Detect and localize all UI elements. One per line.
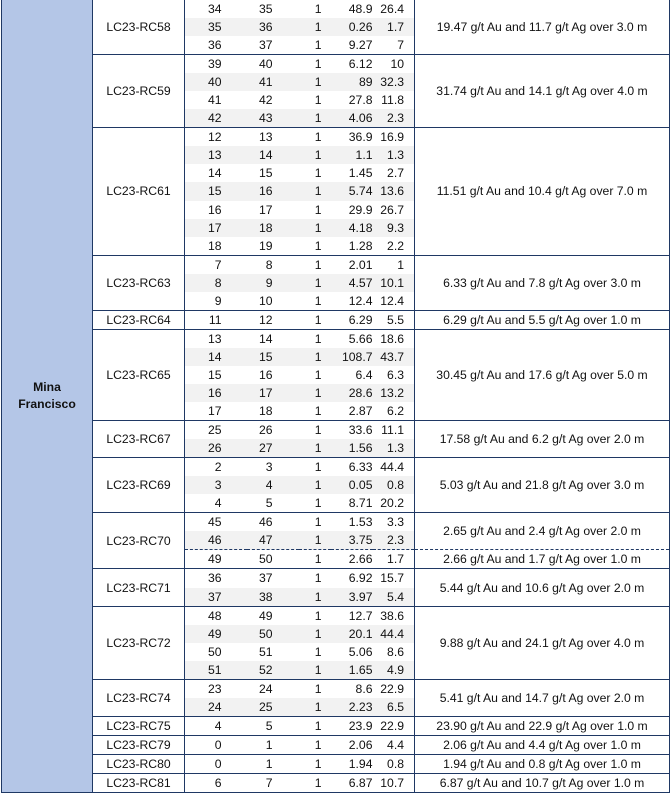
to-cell: 42 bbox=[258, 93, 273, 108]
to-cell: 24 bbox=[247, 679, 299, 698]
interval-cell: 1 bbox=[299, 348, 331, 366]
ag-cell: 0.8 bbox=[373, 754, 415, 773]
ag-cell: 9.3 bbox=[373, 219, 415, 237]
ag-cell: 18.6 bbox=[373, 329, 415, 348]
composite-result: 17.58 g/t Au and 6.2 g/t Ag over 2.0 m bbox=[415, 421, 670, 458]
au-cell: 6.87 bbox=[331, 773, 373, 792]
to-cell: 37 bbox=[258, 38, 273, 53]
interval-cell: 1 bbox=[299, 679, 331, 698]
from-cell: 0 bbox=[185, 735, 247, 754]
interval-cell: 1 bbox=[299, 569, 331, 588]
to-cell: 16 bbox=[247, 182, 299, 200]
composite-result: 2.65 g/t Au and 2.4 g/t Ag over 2.0 m bbox=[415, 513, 670, 550]
from-cell: 49 bbox=[185, 550, 247, 569]
interval-cell: 1 bbox=[314, 166, 322, 181]
interval-cell: 1 bbox=[299, 698, 331, 717]
from-cell: 8 bbox=[185, 274, 247, 292]
to-cell: 26 bbox=[247, 421, 299, 440]
hole-id: LC23-RC69 bbox=[93, 458, 185, 513]
ag-cell: 26.4 bbox=[380, 2, 404, 17]
ag-cell: 1.3 bbox=[373, 439, 415, 458]
from-cell: 50 bbox=[207, 644, 222, 659]
composite-result: 31.74 g/t Au and 14.1 g/t Ag over 4.0 m bbox=[415, 55, 670, 128]
from-cell: 6 bbox=[185, 773, 247, 792]
assay-table-body bbox=[2, 0, 670, 793]
to-cell: 10 bbox=[258, 293, 273, 308]
to-cell: 7 bbox=[247, 773, 299, 792]
au-cell: 1.56 bbox=[331, 439, 373, 458]
ag-cell: 2.3 bbox=[373, 531, 415, 550]
ag-cell: 43.7 bbox=[373, 348, 415, 366]
ag-cell: 1.7 bbox=[373, 18, 415, 36]
hole-id: LC23-RC58 bbox=[93, 0, 185, 55]
ag-cell: 13.2 bbox=[373, 384, 415, 402]
from-cell: 25 bbox=[185, 421, 247, 440]
from-cell: 16 bbox=[207, 202, 222, 217]
to-cell: 52 bbox=[247, 661, 299, 680]
composite-result: 30.45 g/t Au and 17.6 g/t Ag over 5.0 m bbox=[415, 329, 670, 420]
table-row bbox=[2, 329, 670, 348]
to-cell: 37 bbox=[247, 569, 299, 588]
from-cell: 4 bbox=[214, 496, 222, 511]
au-cell: 4.06 bbox=[331, 109, 373, 128]
au-cell: 33.6 bbox=[331, 421, 373, 440]
au-cell: 5.06 bbox=[348, 644, 373, 659]
ag-cell: 11.8 bbox=[381, 93, 404, 108]
from-cell: 48 bbox=[185, 606, 247, 625]
ag-cell: 22.9 bbox=[373, 679, 415, 698]
to-cell: 14 bbox=[247, 329, 299, 348]
ag-cell: 1.7 bbox=[373, 550, 415, 569]
interval-cell: 1 bbox=[299, 219, 331, 237]
from-cell: 0 bbox=[185, 754, 247, 773]
composite-result: 11.51 g/t Au and 10.4 g/t Ag over 7.0 m bbox=[415, 128, 670, 255]
table-row bbox=[2, 421, 670, 440]
ag-cell: 11.1 bbox=[373, 421, 415, 440]
ag-cell: 44.4 bbox=[373, 458, 415, 477]
to-cell: 38 bbox=[247, 588, 299, 607]
hole-id: LC23-RC59 bbox=[93, 55, 185, 128]
au-cell: 6.4 bbox=[355, 367, 373, 382]
to-cell: 5 bbox=[247, 716, 299, 735]
au-cell: 8.71 bbox=[348, 496, 373, 511]
hole-id: LC23-RC67 bbox=[93, 421, 185, 458]
interval-cell: 1 bbox=[299, 274, 331, 292]
composite-result: 19.47 g/t Au and 11.7 g/t Ag over 3.0 m bbox=[415, 0, 670, 55]
area-label bbox=[2, 0, 93, 793]
composite-result: 2.06 g/t Au and 4.4 g/t Ag over 1.0 m bbox=[415, 735, 670, 754]
hole-id: LC23-RC64 bbox=[93, 310, 185, 329]
table-row bbox=[2, 735, 670, 754]
hole-id: LC23-RC79 bbox=[93, 735, 185, 754]
au-cell: 5.66 bbox=[331, 329, 373, 348]
interval-cell: 1 bbox=[299, 531, 331, 550]
assay-results-table bbox=[1, 0, 670, 793]
hole-id: LC23-RC71 bbox=[93, 569, 185, 606]
au-cell: 2.66 bbox=[331, 550, 373, 569]
from-cell: 15 bbox=[207, 367, 222, 382]
au-cell: 48.9 bbox=[348, 2, 373, 17]
from-cell: 4 bbox=[185, 716, 247, 735]
interval-cell: 1 bbox=[299, 588, 331, 607]
from-cell: 49 bbox=[185, 625, 247, 643]
interval-cell: 1 bbox=[299, 606, 331, 625]
table-row bbox=[2, 55, 670, 74]
composite-result: 6.29 g/t Au and 5.5 g/t Ag over 1.0 m bbox=[415, 310, 670, 329]
from-cell: 18 bbox=[207, 238, 222, 253]
au-cell: 6.29 bbox=[331, 310, 373, 329]
ag-cell: 6.5 bbox=[373, 698, 415, 717]
ag-cell: 12.4 bbox=[380, 293, 404, 308]
ag-cell: 44.4 bbox=[373, 625, 415, 643]
ag-cell: 10.7 bbox=[373, 773, 415, 792]
table-row bbox=[2, 569, 670, 588]
from-cell: 13 bbox=[185, 146, 247, 164]
from-cell: 14 bbox=[185, 348, 247, 366]
to-cell: 3 bbox=[247, 458, 299, 477]
from-cell: 36 bbox=[207, 38, 222, 53]
from-cell: 36 bbox=[185, 569, 247, 588]
from-cell: 24 bbox=[185, 698, 247, 717]
interval-cell: 1 bbox=[299, 625, 331, 643]
au-cell: 4.18 bbox=[331, 219, 373, 237]
au-cell: 12.7 bbox=[331, 606, 373, 625]
ag-cell: 7 bbox=[397, 38, 404, 53]
interval-cell: 1 bbox=[299, 310, 331, 329]
table-row bbox=[2, 513, 670, 532]
au-cell: 2.01 bbox=[331, 255, 373, 274]
to-cell: 1 bbox=[247, 735, 299, 754]
ag-cell: 6.2 bbox=[387, 404, 404, 419]
interval-cell: 1 bbox=[299, 109, 331, 128]
to-cell: 9 bbox=[247, 274, 299, 292]
to-cell: 14 bbox=[247, 146, 299, 164]
table-row bbox=[2, 255, 670, 274]
from-cell: 15 bbox=[185, 182, 247, 200]
au-cell: 27.8 bbox=[348, 93, 373, 108]
au-cell: 36.9 bbox=[331, 128, 373, 147]
ag-cell: 2.3 bbox=[373, 109, 415, 128]
table-row bbox=[2, 679, 670, 698]
from-cell: 39 bbox=[185, 55, 247, 74]
from-cell: 2 bbox=[185, 458, 247, 477]
interval-cell: 1 bbox=[314, 2, 322, 17]
hole-id: LC23-RC63 bbox=[93, 255, 185, 310]
composite-result: 6.33 g/t Au and 7.8 g/t Ag over 3.0 m bbox=[415, 255, 670, 310]
from-cell: 34 bbox=[207, 2, 222, 17]
table-row bbox=[2, 128, 670, 147]
interval-cell: 1 bbox=[314, 38, 322, 53]
composite-result: 2.66 g/t Au and 1.7 g/t Ag over 1.0 m bbox=[415, 550, 670, 569]
interval-cell: 1 bbox=[299, 458, 331, 477]
from-cell: 37 bbox=[185, 588, 247, 607]
au-cell: 23.9 bbox=[331, 716, 373, 735]
from-cell: 16 bbox=[185, 384, 247, 402]
au-cell: 12.4 bbox=[348, 293, 373, 308]
from-cell: 17 bbox=[185, 219, 247, 237]
to-cell: 43 bbox=[247, 109, 299, 128]
au-cell: 108.7 bbox=[331, 348, 373, 366]
to-cell: 13 bbox=[247, 128, 299, 147]
ag-cell: 22.9 bbox=[373, 716, 415, 735]
interval-cell: 1 bbox=[314, 367, 322, 382]
from-cell: 13 bbox=[185, 329, 247, 348]
ag-cell: 38.6 bbox=[373, 606, 415, 625]
ag-cell: 1 bbox=[373, 255, 415, 274]
ag-cell: 10.1 bbox=[373, 274, 415, 292]
from-cell: 46 bbox=[185, 531, 247, 550]
au-cell: 4.57 bbox=[331, 274, 373, 292]
to-cell: 41 bbox=[247, 73, 299, 91]
ag-cell: 15.7 bbox=[373, 569, 415, 588]
interval-cell: 1 bbox=[299, 55, 331, 74]
au-cell: 6.12 bbox=[331, 55, 373, 74]
ag-cell: 5.4 bbox=[373, 588, 415, 607]
from-cell: 23 bbox=[185, 679, 247, 698]
table-row bbox=[2, 773, 670, 792]
interval-cell: 1 bbox=[299, 182, 331, 200]
interval-cell: 1 bbox=[299, 18, 331, 36]
from-cell: 35 bbox=[185, 18, 247, 36]
to-cell: 1 bbox=[247, 754, 299, 773]
interval-cell: 1 bbox=[299, 735, 331, 754]
interval-cell: 1 bbox=[299, 128, 331, 147]
to-cell: 18 bbox=[247, 219, 299, 237]
interval-cell: 1 bbox=[299, 146, 331, 164]
from-cell: 9 bbox=[214, 293, 222, 308]
to-cell: 46 bbox=[247, 513, 299, 532]
from-cell: 40 bbox=[185, 73, 247, 91]
to-cell: 4 bbox=[247, 476, 299, 494]
au-cell: 3.97 bbox=[331, 588, 373, 607]
au-cell: 20.1 bbox=[331, 625, 373, 643]
ag-cell: 4.9 bbox=[373, 661, 415, 680]
interval-cell: 1 bbox=[299, 513, 331, 532]
hole-id: LC23-RC75 bbox=[93, 716, 185, 735]
au-cell: 1.1 bbox=[331, 146, 373, 164]
to-cell: 50 bbox=[247, 625, 299, 643]
interval-cell: 1 bbox=[299, 255, 331, 274]
to-cell: 8 bbox=[247, 255, 299, 274]
to-cell: 47 bbox=[247, 531, 299, 550]
interval-cell: 1 bbox=[314, 202, 322, 217]
hole-id: LC23-RC74 bbox=[93, 679, 185, 716]
from-cell: 26 bbox=[185, 439, 247, 458]
ag-cell: 10 bbox=[373, 55, 415, 74]
ag-cell: 13.6 bbox=[373, 182, 415, 200]
to-cell: 40 bbox=[247, 55, 299, 74]
ag-cell: 1.3 bbox=[373, 146, 415, 164]
au-cell: 2.87 bbox=[348, 404, 373, 419]
ag-cell: 16.9 bbox=[373, 128, 415, 147]
interval-cell: 1 bbox=[314, 293, 322, 308]
interval-cell: 1 bbox=[314, 93, 322, 108]
interval-cell: 1 bbox=[314, 238, 322, 253]
table-row bbox=[2, 606, 670, 625]
table-row bbox=[2, 716, 670, 735]
table-row bbox=[2, 754, 670, 773]
ag-cell: 8.6 bbox=[387, 644, 404, 659]
au-cell: 1.28 bbox=[348, 238, 373, 253]
au-cell: 6.33 bbox=[331, 458, 373, 477]
from-cell: 7 bbox=[185, 255, 247, 274]
ag-cell: 2.2 bbox=[387, 238, 404, 253]
to-cell: 27 bbox=[247, 439, 299, 458]
composite-result: 5.44 g/t Au and 10.6 g/t Ag over 2.0 m bbox=[415, 569, 670, 606]
interval-cell: 1 bbox=[314, 496, 322, 511]
to-cell: 12 bbox=[247, 310, 299, 329]
area-label-line2: Francisco bbox=[18, 397, 76, 411]
interval-cell: 1 bbox=[299, 773, 331, 792]
to-cell: 15 bbox=[247, 348, 299, 366]
table-row bbox=[2, 0, 670, 18]
from-cell: 3 bbox=[185, 476, 247, 494]
interval-cell: 1 bbox=[299, 384, 331, 402]
table-row bbox=[2, 310, 670, 329]
to-cell: 36 bbox=[247, 18, 299, 36]
au-cell: 5.74 bbox=[331, 182, 373, 200]
au-cell: 0.26 bbox=[331, 18, 373, 36]
ag-cell: 2.7 bbox=[387, 166, 404, 181]
au-cell: 2.23 bbox=[331, 698, 373, 717]
to-cell: 15 bbox=[258, 166, 273, 181]
to-cell: 50 bbox=[247, 550, 299, 569]
interval-cell: 1 bbox=[299, 476, 331, 494]
ag-cell: 20.2 bbox=[380, 496, 404, 511]
au-cell: 89 bbox=[331, 73, 373, 91]
interval-cell: 1 bbox=[299, 550, 331, 569]
ag-cell: 3.3 bbox=[373, 513, 415, 532]
au-cell: 1.53 bbox=[331, 513, 373, 532]
to-cell: 17 bbox=[258, 202, 273, 217]
to-cell: 5 bbox=[265, 496, 273, 511]
au-cell: 0.05 bbox=[331, 476, 373, 494]
to-cell: 16 bbox=[258, 367, 273, 382]
ag-cell: 32.3 bbox=[373, 73, 415, 91]
hole-id: LC23-RC65 bbox=[93, 329, 185, 420]
interval-cell: 1 bbox=[299, 661, 331, 680]
to-cell: 25 bbox=[247, 698, 299, 717]
interval-cell: 1 bbox=[299, 329, 331, 348]
au-cell: 28.6 bbox=[331, 384, 373, 402]
interval-cell: 1 bbox=[314, 644, 322, 659]
composite-result: 1.94 g/t Au and 0.8 g/t Ag over 1.0 m bbox=[415, 754, 670, 773]
au-cell: 9.27 bbox=[348, 38, 373, 53]
to-cell: 17 bbox=[247, 384, 299, 402]
ag-cell: 0.8 bbox=[373, 476, 415, 494]
interval-cell: 1 bbox=[299, 716, 331, 735]
composite-result: 5.41 g/t Au and 14.7 g/t Ag over 2.0 m bbox=[415, 679, 670, 716]
composite-result: 6.87 g/t Au and 10.7 g/t Ag over 1.0 m bbox=[415, 773, 670, 792]
table-row bbox=[2, 458, 670, 477]
au-cell: 6.92 bbox=[331, 569, 373, 588]
ag-cell: 26.7 bbox=[380, 202, 404, 217]
interval-cell: 1 bbox=[299, 73, 331, 91]
hole-id: LC23-RC61 bbox=[93, 128, 185, 255]
interval-cell: 1 bbox=[299, 754, 331, 773]
hole-id: LC23-RC72 bbox=[93, 606, 185, 679]
au-cell: 8.6 bbox=[331, 679, 373, 698]
from-cell: 41 bbox=[207, 93, 222, 108]
interval-cell: 1 bbox=[314, 404, 322, 419]
area-label-line1: Mina bbox=[33, 380, 61, 394]
hole-id: LC23-RC80 bbox=[93, 754, 185, 773]
interval-cell: 1 bbox=[299, 421, 331, 440]
au-cell: 2.06 bbox=[331, 735, 373, 754]
au-cell: 1.94 bbox=[331, 754, 373, 773]
ag-cell: 5.5 bbox=[373, 310, 415, 329]
from-cell: 45 bbox=[185, 513, 247, 532]
to-cell: 19 bbox=[258, 238, 273, 253]
from-cell: 14 bbox=[207, 166, 222, 181]
hole-id: LC23-RC81 bbox=[93, 773, 185, 792]
to-cell: 35 bbox=[258, 2, 273, 17]
au-cell: 29.9 bbox=[348, 202, 373, 217]
ag-cell: 6.3 bbox=[387, 367, 404, 382]
au-cell: 1.45 bbox=[348, 166, 373, 181]
from-cell: 11 bbox=[185, 310, 247, 329]
ag-cell: 4.4 bbox=[373, 735, 415, 754]
from-cell: 17 bbox=[207, 404, 222, 419]
to-cell: 51 bbox=[258, 644, 273, 659]
from-cell: 51 bbox=[185, 661, 247, 680]
au-cell: 1.65 bbox=[331, 661, 373, 680]
from-cell: 42 bbox=[185, 109, 247, 128]
au-cell: 3.75 bbox=[331, 531, 373, 550]
hole-id: LC23-RC70 bbox=[93, 513, 185, 569]
from-cell: 12 bbox=[185, 128, 247, 147]
interval-cell: 1 bbox=[299, 439, 331, 458]
composite-result: 9.88 g/t Au and 24.1 g/t Ag over 4.0 m bbox=[415, 606, 670, 679]
to-cell: 49 bbox=[247, 606, 299, 625]
composite-result: 5.03 g/t Au and 21.8 g/t Ag over 3.0 m bbox=[415, 458, 670, 513]
composite-result: 23.90 g/t Au and 22.9 g/t Ag over 1.0 m bbox=[415, 716, 670, 735]
to-cell: 18 bbox=[258, 404, 273, 419]
